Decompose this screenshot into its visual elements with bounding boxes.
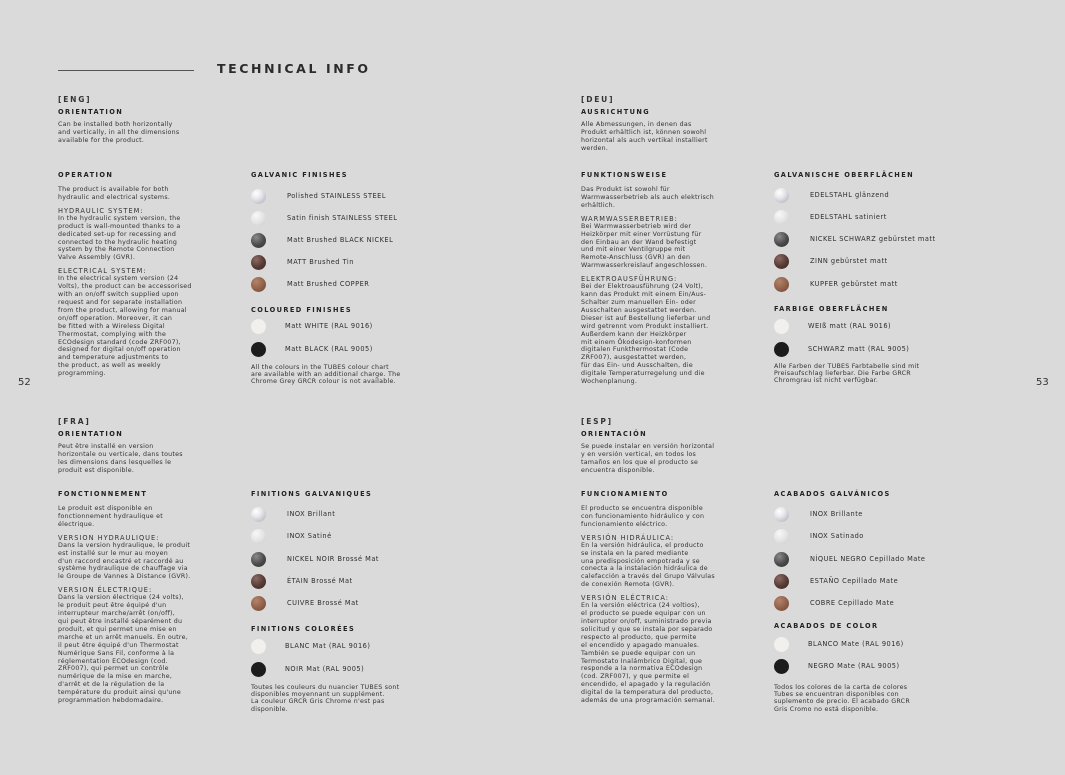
finish-row (774, 594, 894, 612)
galvanic-heading: ACABADOS GALVÁNICOS (774, 490, 891, 498)
electrical-text: En la versión eléctrica (24 voltios), el producto se puede equipar con un interruptor on/off, suministrado previa solicitud y que se instala por separado respecto al producto, que permite el encendido y apagado manuales. También se puede equipar con un Termostato Inalámbrico Digital, que responde a la normativa ECOdesign (cod. ZRF007), y que permite el encendido, el apagado y la regulación digital de la temperatura del producto, además de una programación semanal. (581, 602, 716, 705)
finish-row (251, 253, 354, 271)
finish-label: NICKEL SCHWARZ gebürstet matt (810, 235, 936, 243)
finish-row (774, 317, 891, 335)
electrical-text: Dans la version électrique (24 volts), le produit peut être équipé d'un interrupteur marche/arrêt (on/off), qui peut être installé séparément du produit, et qui permet une mise en marche et un arrêt manuels. En outre, il peut être équipé d'un Thermostat Numérique Sans Fil, conforme à la réglementation ECOdesign (cod. ZRF007), qui permet un contrôle numérique de la mise en marche, d'arrêt et de la régulation de la température du produit ainsi qu'une programmation hebdomadaire. (58, 594, 188, 705)
finish-label: ESTAÑO Cepillado Mate (810, 577, 899, 585)
coloured-heading: COLOURED FINISHES (251, 306, 352, 314)
swatch-tin-icon (774, 574, 789, 589)
operation-text: Le produit est disponible en fonctionnement hydraulique et électrique. (58, 505, 164, 528)
swatch-stainless-icon (251, 189, 266, 204)
swatch-satin-icon (251, 211, 266, 226)
finish-label: EDELSTAHL satiniert (810, 213, 887, 221)
finish-label: EDELSTAHL glänzend (810, 191, 890, 199)
finish-row (251, 572, 353, 590)
hydraulic-heading: VERSION HYDRAULIQUE: (58, 533, 160, 542)
page-number-left: 52 (18, 377, 31, 388)
finish-row (774, 252, 888, 270)
deu-finishes-block (774, 171, 974, 391)
finishes-note: All the colours in the TUBES colour chart are available with an additional charge. The Chrome Grey GRCR colour is not available. (251, 364, 401, 386)
finish-row (251, 275, 369, 293)
fra-finishes-block (251, 490, 451, 720)
finishes-note: Alle Farben der TUBES Farbtabelle sind mit Preisaufschlag lieferbar. Die Farbe GRCR Chromgrau ist nicht verfügbar. (774, 363, 920, 385)
orientation-text: Peut être installé en version horizontale ou verticale, dans toutes les dimensions dans lesquelles le produit est disponible. (58, 443, 183, 474)
finish-label: Matt BLACK (RAL 9005) (285, 345, 373, 353)
finish-row (774, 657, 900, 675)
finish-label: INOX Satiné (287, 532, 332, 540)
swatch-black-icon (251, 662, 266, 677)
finish-row (251, 209, 397, 227)
hydraulic-text: Dans la version hydraulique, le produit est installé sur le mur au moyen d'un raccord encastré et raccordé au système hydraulique de chauffage via le Groupe de Vannes à Distance (GVR). (58, 541, 191, 581)
swatch-satin-icon (774, 529, 789, 544)
finishes-note: Toutes les couleurs du nuancier TUBES sont disponibles moyennant un supplément. La couleur GRCR Gris Chrome n'est pas disponible. (251, 684, 400, 713)
swatch-black-icon (251, 342, 266, 357)
finish-row (774, 230, 936, 248)
electrical-heading: VERSIÓN ELÉCTRICA: (581, 594, 669, 603)
orientation-heading: ORIENTACIÓN (581, 430, 648, 438)
lang-label: [ESP] (581, 417, 613, 426)
fra-operation-block (58, 490, 243, 705)
finish-label: Polished STAINLESS STEEL (287, 192, 387, 200)
swatch-copper-icon (251, 277, 266, 292)
coloured-heading: FARBIGE OBERFLÄCHEN (774, 305, 889, 313)
coloured-heading: ACABADOS DE COLOR (774, 622, 879, 630)
finish-label: NICKEL NOIR Brossé Mat (287, 555, 379, 563)
finish-row (774, 186, 889, 204)
finish-label: NOIR Mat (RAL 9005) (285, 665, 365, 673)
swatch-black-nickel-icon (251, 233, 266, 248)
finish-label: MATT Brushed Tin (287, 258, 354, 266)
finish-label: KUPFER gebürstet matt (810, 280, 898, 288)
operation-text: El producto se encuentra disponible con funcionamiento hidráulico y con funcionamiento eléctrico. (581, 505, 705, 528)
finish-row (774, 550, 925, 568)
finish-row (251, 660, 364, 678)
finish-row (251, 187, 386, 205)
swatch-black-icon (774, 342, 789, 357)
finish-row (774, 505, 863, 523)
electrical-heading: ELECTRICAL SYSTEM: (58, 267, 147, 276)
finish-row (774, 340, 909, 358)
orientation-heading: ORIENTATION (58, 108, 124, 116)
page-title: TECHNICAL INFO (217, 61, 371, 76)
finish-label: NÍQUEL NEGRO Cepillado Mate (810, 555, 926, 563)
eng-finishes-block (251, 171, 451, 391)
orientation-heading: ORIENTATION (58, 430, 124, 438)
lang-label: [ENG] (58, 95, 92, 104)
operation-heading: FONCTIONNEMENT (58, 490, 148, 498)
finish-label: ZINN gebürstet matt (810, 257, 888, 265)
lang-label: [DEU] (581, 95, 615, 104)
operation-heading: FUNKTIONSWEISE (581, 171, 668, 179)
finish-label: COBRE Cepillado Mate (810, 599, 895, 607)
hydraulic-heading: VERSIÓN HIDRÁULICA: (581, 533, 675, 542)
finish-row (251, 550, 379, 568)
swatch-tin-icon (251, 255, 266, 270)
lang-label: [FRA] (58, 417, 91, 426)
page-number-right: 53 (1036, 377, 1049, 388)
finish-label: WEIß matt (RAL 9016) (808, 322, 892, 330)
finish-label: INOX Satinado (810, 532, 864, 540)
finish-row (251, 340, 373, 358)
orientation-text: Alle Abmessungen, in denen das Produkt erhältlich ist, können sowohl horizontal als auch vertikal installiert werden. (581, 121, 708, 152)
fra-orientation-block (58, 417, 228, 475)
finish-row (251, 594, 359, 612)
finish-row (774, 208, 887, 226)
finish-row (774, 275, 898, 293)
finish-label: CUIVRE Brossé Mat (287, 599, 359, 607)
swatch-stainless-icon (251, 507, 266, 522)
esp-orientation-block (581, 417, 761, 475)
swatch-white-icon (774, 319, 789, 334)
electrical-text: Bei der Elektroausführung (24 Volt), kann das Produkt mit einem Ein/Aus- Schalter zum manuellen Ein- oder Ausschalten ausgestattet werden. Dieser ist auf Bestellung lieferbar und wird getrennt vom Produkt installiert. Außerdem kann der Heizkörper mit einem Ökodesign-konformen digitalen Funkthermostat (Code ZRF007), ausgestattet werden, für das Ein- und Ausschalten, die digitale Temperaturregelung und die Wochenplanung. (581, 283, 711, 386)
finish-row (774, 527, 864, 545)
swatch-black-nickel-icon (251, 552, 266, 567)
hydraulic-heading: WARMWASSERBETRIEB: (581, 214, 678, 223)
eng-operation-block (58, 171, 238, 378)
esp-operation-block (581, 490, 766, 705)
deu-operation-block (581, 171, 766, 386)
finish-row (774, 635, 904, 653)
finish-row (251, 231, 393, 249)
finish-label: Matt Brushed COPPER (287, 280, 370, 288)
esp-finishes-block (774, 490, 974, 720)
swatch-satin-icon (774, 210, 789, 225)
operation-text: The product is available for both hydraulic and electrical systems. (58, 186, 171, 201)
finish-label: Satin finish STAINLESS STEEL (287, 214, 398, 222)
operation-heading: OPERATION (58, 171, 114, 179)
finishes-note: Todos los colores de la carta de colores Tubes se encuentran disponibles con suplemento de precio. El acabado GRCR Gris Cromo no está disponible. (774, 684, 910, 713)
swatch-white-icon (774, 637, 789, 652)
swatch-copper-icon (251, 596, 266, 611)
coloured-heading: FINITIONS COLORÉES (251, 625, 356, 633)
finish-row (774, 572, 898, 590)
title-rule (58, 70, 194, 71)
finish-label: INOX Brillant (287, 510, 336, 518)
galvanic-heading: FINITIONS GALVANIQUES (251, 490, 373, 498)
swatch-white-icon (251, 319, 266, 334)
hydraulic-text: Bei Warmwasserbetrieb wird der Heizkörper mit einer Vorrüstung für den Einbau an der Wand befestigt und mit einer Ventilgruppe mit Remote-Anschluss (GVR) an den Warmwasserkreislauf angeschlossen. (581, 222, 708, 270)
finish-row (251, 505, 335, 523)
finish-label: BLANC Mat (RAL 9016) (285, 642, 371, 650)
galvanic-heading: GALVANISCHE OBERFLÄCHEN (774, 171, 915, 179)
electrical-heading: ELEKTROAUSFÜHRUNG: (581, 275, 678, 284)
finish-row (251, 527, 332, 545)
finish-label: SCHWARZ matt (RAL 9005) (808, 345, 910, 353)
swatch-stainless-icon (774, 507, 789, 522)
finish-label: NEGRO Mate (RAL 9005) (808, 662, 900, 670)
swatch-satin-icon (251, 529, 266, 544)
hydraulic-text: In the hydraulic system version, the product is wall-mounted thanks to a dedicated set-up for recessing and connected to the hydraulic heating system by the Remote Connection Valve Assembly (GVR). (58, 214, 181, 262)
finish-label: Matt WHITE (RAL 9016) (285, 322, 373, 330)
finish-row (251, 317, 373, 335)
swatch-copper-icon (774, 596, 789, 611)
swatch-black-icon (774, 659, 789, 674)
deu-orientation-block (581, 95, 751, 153)
swatch-copper-icon (774, 277, 789, 292)
swatch-black-nickel-icon (774, 232, 789, 247)
orientation-text: Can be installed both horizontally and vertically, in all the dimensions available for the product. (58, 121, 180, 144)
finish-label: INOX Brillante (810, 510, 863, 518)
finish-label: Matt Brushed BLACK NICKEL (287, 236, 394, 244)
electrical-heading: VERSION ÉLECTRIQUE: (58, 586, 153, 595)
orientation-text: Se puede instalar en versión horizontal y en versión vertical, en todos los tamaños en los que el producto se encuentra disponible. (581, 443, 715, 474)
finish-row (251, 637, 370, 655)
swatch-stainless-icon (774, 188, 789, 203)
swatch-tin-icon (774, 254, 789, 269)
hydraulic-heading: HYDRAULIC SYSTEM: (58, 206, 144, 215)
finish-label: BLANCO Mate (RAL 9016) (808, 640, 904, 648)
electrical-text: In the electrical system version (24 Volts), the product can be accessorised with an on/off switch supplied upon request and for separate installation from the product, allowing for manual on/off operation. Moreover, it can be fitted with a Wireless Digital Thermostat, complying with the ECOdesign standard (code ZRF007), designed for digital on/off operation and temperature adjustments to the product, as well as weekly programming. (58, 275, 192, 378)
operation-text: Das Produkt ist sowohl für Warmwasserbetrieb als auch elektrisch erhältlich. (581, 186, 715, 209)
hydraulic-text: En la versión hidráulica, el producto se instala en la pared mediante una predisposición empotrada y se conecta a la instalación hidráulica de calefacción a través del Grupo Válvulas de conexión Remota (GVR). (581, 541, 715, 589)
eng-orientation-block (58, 95, 228, 145)
swatch-black-nickel-icon (774, 552, 789, 567)
galvanic-heading: GALVANIC FINISHES (251, 171, 348, 179)
swatch-tin-icon (251, 574, 266, 589)
orientation-heading: AUSRICHTUNG (581, 108, 651, 116)
finish-label: ÉTAIN Brossé Mat (287, 577, 353, 585)
swatch-white-icon (251, 639, 266, 654)
operation-heading: FUNCIONAMIENTO (581, 490, 669, 498)
